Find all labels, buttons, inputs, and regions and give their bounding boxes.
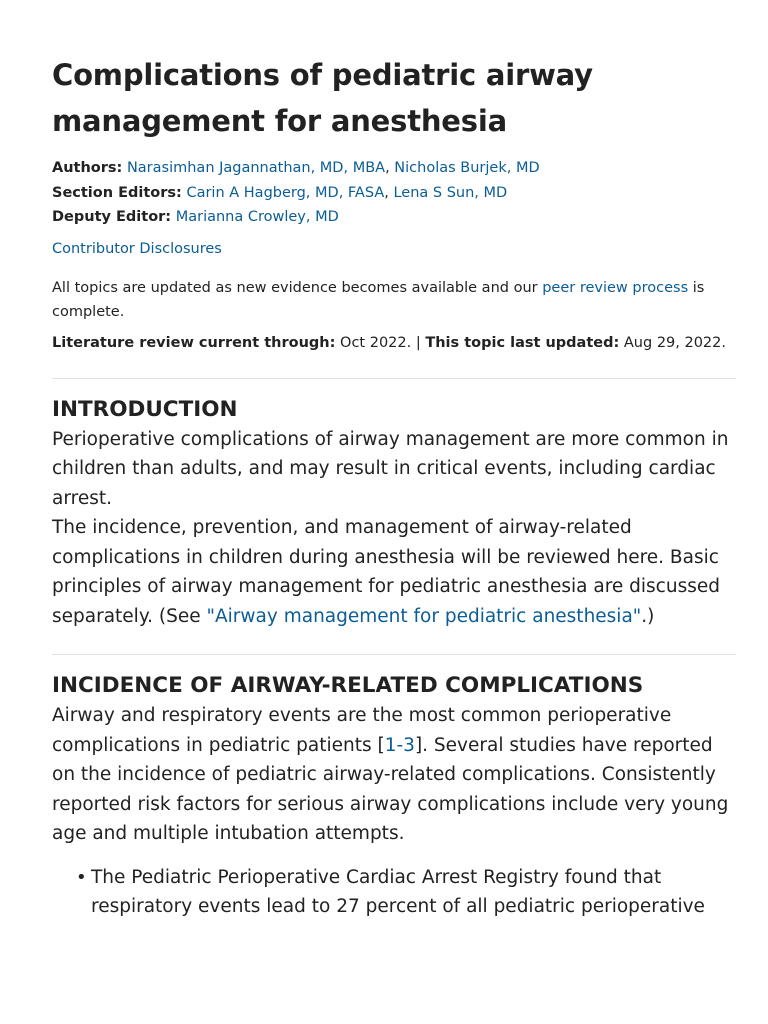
- reference-link-1-3[interactable]: 1-3: [384, 734, 415, 756]
- editor-link-hagberg[interactable]: Carin A Hagberg, MD, FASA: [186, 184, 385, 201]
- deputy-editor-label: Deputy Editor:: [52, 209, 172, 225]
- introduction-heading: INTRODUCTION: [52, 396, 238, 422]
- introduction-paragraph-2: [52, 513, 734, 631]
- deputy-editor-link-crowley[interactable]: Marianna Crowley, MD: [175, 209, 339, 225]
- page-title: [52, 52, 734, 144]
- bullet-icon: •: [76, 866, 87, 888]
- contributor-disclosures-link[interactable]: Contributor Disclosures: [52, 240, 222, 257]
- peer-review-link[interactable]: peer review process: [542, 279, 689, 296]
- editor-link-sun[interactable]: Lena S Sun, MD: [393, 184, 508, 201]
- incidence-p1-text: Airway and respiratory events are the most common perioperative complications in pediatric patients [: [52, 705, 672, 756]
- intro-p2-text-end: .): [641, 605, 655, 627]
- incidence-paragraph-1: [52, 701, 734, 849]
- title-line-2: management for anesthesia: [52, 104, 507, 138]
- last-updated-label: This topic last updated:: [425, 334, 620, 351]
- lit-review-label: Literature review current through:: [52, 334, 336, 351]
- editor-separator: ,: [384, 184, 389, 201]
- list-item: [52, 863, 734, 922]
- notice-text-before: All topics are updated as new evidence becomes available and our: [52, 279, 543, 296]
- incidence-heading: INCIDENCE OF AIRWAY-RELATED COMPLICATIONS: [52, 673, 644, 698]
- notice-text-after: is complete.: [52, 279, 705, 320]
- contributor-disclosures-row: [52, 237, 734, 261]
- authors-label: Authors:: [52, 160, 123, 176]
- review-dates: [52, 331, 734, 355]
- author-separator: ,: [385, 160, 390, 176]
- section-editors-line: [52, 181, 734, 206]
- lit-review-value: Oct 2022. |: [335, 334, 426, 351]
- author-link-burjek[interactable]: Nicholas Burjek, MD: [394, 160, 540, 176]
- section-divider: [52, 378, 736, 379]
- introduction-paragraph-1: Perioperative complications of airway management are more common in children than adults, and may result in critical events, including cardiac arrest.: [52, 428, 729, 509]
- title-line-1: Complications of pediatric airway: [52, 58, 593, 92]
- deputy-editor-line: [52, 205, 734, 230]
- intro-p2-text: The incidence, prevention, and management of airway-related complications in children during anesthesia will be reviewed here. Basic principles of airway management for pediatric anesthesia are discussed separately. (See: [52, 517, 720, 627]
- authors-line: [52, 156, 734, 181]
- incidence-bullet-list: [52, 863, 734, 922]
- bullet-text: The Pediatric Perioperative Cardiac Arrest Registry found that respiratory events lead to 27 percent of all pediatric perioperative: [91, 866, 705, 917]
- update-notice: [52, 276, 734, 324]
- last-updated-value: Aug 29, 2022.: [619, 334, 726, 351]
- section-divider: [52, 654, 736, 655]
- incidence-p1-text-end: ]. Several studies have reported on the incidence of pediatric airway-related complications. Consistently reported risk factors for serious airway complications include very young age and multiple intubation attempts.: [52, 734, 729, 844]
- author-link-jagannathan[interactable]: Narasimhan Jagannathan, MD, MBA: [126, 160, 386, 176]
- airway-management-topic-link[interactable]: "Airway management for pediatric anesthesia": [206, 605, 642, 627]
- section-editors-label: Section Editors:: [52, 184, 182, 201]
